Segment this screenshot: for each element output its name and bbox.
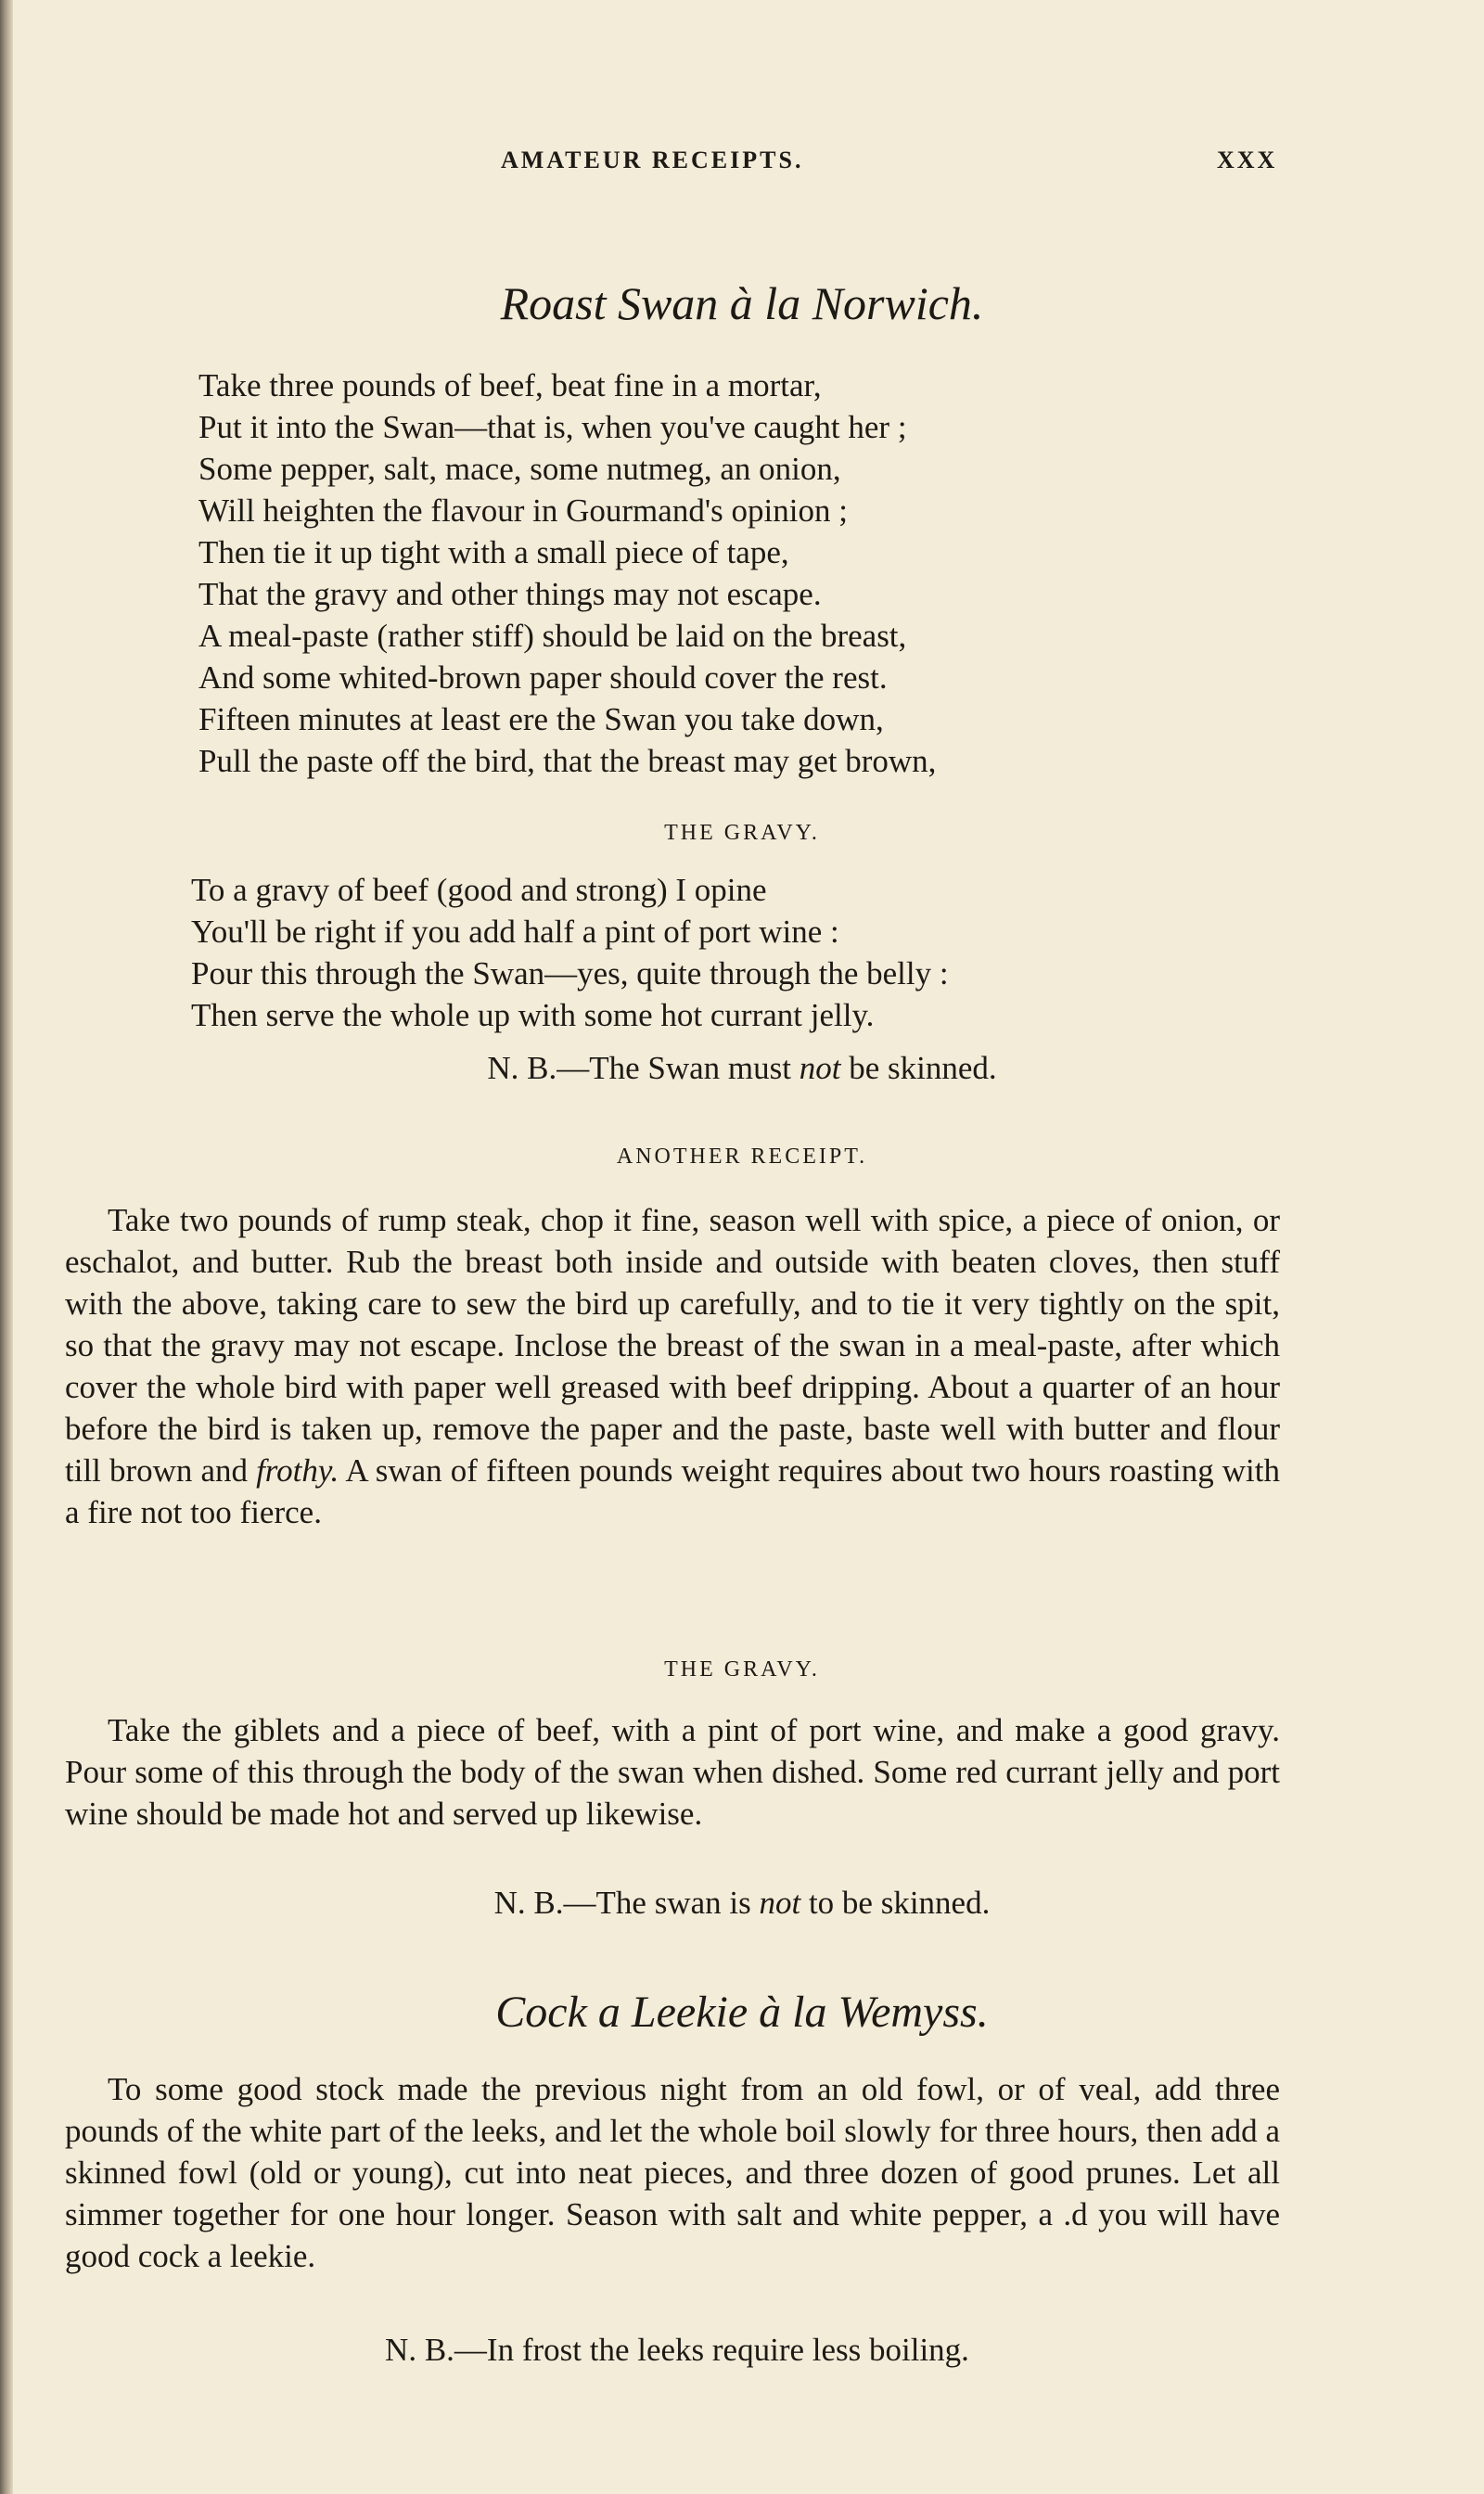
gravy-verse — [191, 869, 1304, 1036]
note-swan-not-skinned-2 — [0, 1885, 1484, 1922]
verse-line: A meal-paste (rather stiff) should be laid on the breast, — [198, 618, 907, 654]
paragraph: To some good stock made the previous night from an old fowl, or of veal, add three pounds of the white part of the leeks, and let the whole boil slowly for three hours, then add a skinned fowl (old or young), cut into neat pieces, and three dozen of good prunes. Let all simmer together for one hour longer. Season with salt and white pepper, a .d you will have good cock a leekie. — [65, 2071, 1280, 2274]
recipe-title-cock-a-leekie: Cock a Leekie à la Wemyss. — [495, 1988, 989, 2037]
verse-line: Pour this through the Swan—yes, quite through the belly : — [191, 955, 949, 991]
recipe-verse-roast-swan — [198, 365, 1311, 782]
verse-line: Will heighten the flavour in Gourmand's opinion ; — [198, 492, 848, 529]
verse-line: That the gravy and other things may not escape. — [198, 576, 822, 612]
verse-line: Then tie it up tight with a small piece of tape, — [198, 534, 789, 570]
recipe-title-roast-swan: Roast Swan à la Norwich. — [500, 277, 984, 329]
verse-line: Some pepper, salt, mace, some nutmeg, an onion, — [198, 451, 841, 487]
verse-line: Take three pounds of beef, beat fine in a mortar, — [198, 367, 822, 403]
note-text: N. B.—The Swan must — [487, 1050, 800, 1086]
gravy-body — [65, 1709, 1280, 1835]
paragraph: Take the giblets and a piece of beef, with a pint of port wine, and make a good gravy. Pour some of this through the body of the swan when dished. Some red currant jelly and port wine should be made hot and served up likewise. — [65, 1712, 1280, 1832]
note-text: be skinned. — [840, 1050, 997, 1086]
note-leeks-boiling: N. B.—In frost the leeks require less boiling. — [385, 2332, 969, 2368]
paragraph-text: Take two pounds of rump steak, chop it fine, season well with spice, a piece of onion, or eschalot, and butter. Rub the breast both inside and outside with beaten cloves, then stuff with the above, taking care to sew the bird up carefully, and to tie it very tightly on the spit, so that the gravy may not escape. Inclose the breast of the swan in a meal-paste, after which cover the whole bird with paper well greased with beef dripping. About a quarter of an hour before the bird is taken up, remove the paper and the paste, baste well with butter and flour till brown and — [65, 1202, 1280, 1489]
note-emphasis: not — [799, 1050, 841, 1086]
note-text: N. B.—The swan is — [493, 1885, 760, 1921]
verse-line: Fifteen minutes at least ere the Swan you take down, — [198, 701, 884, 737]
another-receipt-body — [65, 1199, 1280, 1533]
paragraph-text: A swan of fifteen pounds weight requires about two hours roasting with a fire not too fierce. — [65, 1452, 1280, 1530]
cock-a-leekie-body — [65, 2068, 1280, 2277]
running-title: AMATEUR RECEIPTS. — [501, 147, 804, 173]
another-receipt-heading: ANOTHER RECEIPT. — [616, 1145, 868, 1169]
note-emphasis: not — [759, 1885, 801, 1921]
verse-line: To a gravy of beef (good and strong) I opine — [191, 872, 767, 908]
gravy-heading-2: THE GRAVY. — [664, 1657, 820, 1682]
note-text: to be skinned. — [800, 1885, 991, 1921]
verse-line: You'll be right if you add half a pint of port wine : — [191, 914, 839, 950]
running-head — [0, 147, 1484, 184]
paragraph-emphasis: frothy. — [256, 1452, 339, 1489]
verse-line: Then serve the whole up with some hot currant jelly. — [191, 997, 875, 1033]
verse-line: Put it into the Swan—that is, when you've caught her ; — [198, 409, 907, 445]
gravy-heading-1: THE GRAVY. — [664, 821, 820, 845]
paragraph — [65, 1199, 1280, 1533]
verse-line: Pull the paste off the bird, that the breast may get brown, — [198, 743, 937, 779]
page-number: XXX — [1217, 147, 1278, 173]
verse-line: And some whited-brown paper should cover the rest. — [198, 659, 888, 696]
note-swan-not-skinned — [0, 1050, 1484, 1087]
